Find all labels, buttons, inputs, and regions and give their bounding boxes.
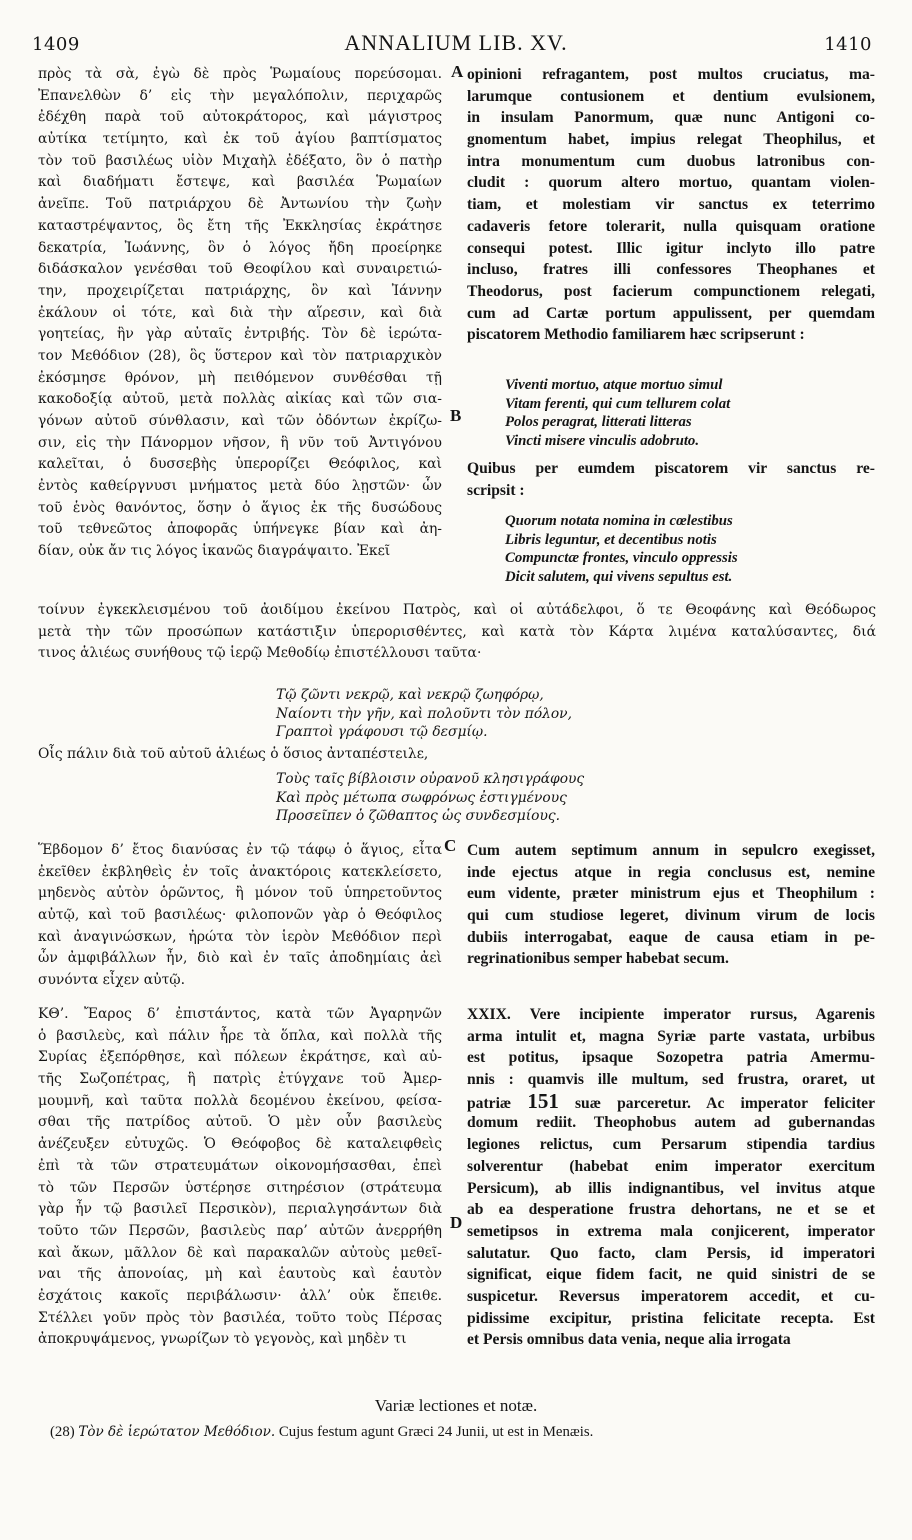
text-line: gnomentum habet, impius relegat Theophilus, et <box>467 131 875 149</box>
verse-line: Polos peragrat, litterati litteras <box>505 414 692 430</box>
footnote-number: (28) <box>50 1424 75 1440</box>
greek-column-bottom-second <box>38 1004 442 1351</box>
text-line: nnis : quamvis ille multum, sed frustra, oraret, ut <box>467 1071 875 1089</box>
text-line: intra monumentum cum duobus latronibus con- <box>467 152 875 170</box>
text-line: ἐκάλουν οἱ τότε, καὶ διὰ τὴν αἵρεσιν, καὶ διὰ <box>38 304 442 321</box>
text-line: Persicum), ab illis indignantibus, vel invitus atque <box>467 1179 875 1197</box>
text-line: Ἕβδομον δ’ ἔτος διανύσας ἐν τῷ τάφῳ ὁ ἅγιος, εἶτα <box>38 842 442 858</box>
text-line: κακοδοξίᾳ αὐτοῦ, μετὰ πολλὰς αἰκίας καὶ τῶν σια- <box>38 391 442 408</box>
text-line: cadaveris fetore tolerarit, nulla quisquam oratione <box>467 217 875 235</box>
text-line: καὶ ἀναγινώσκων, ἠρώτα τὸν ἱερὸν Μεθόδιον περὶ <box>38 928 442 945</box>
text-line: αὐτῷ, καὶ τοῦ βασιλέως· φιλοπονῶν γὰρ ὁ Θεόφιλος <box>38 907 442 924</box>
latin-column-mid <box>467 458 875 501</box>
section-marker-b: B <box>450 406 462 425</box>
text-line: qui cum studiose legeret, divinum virum de locis <box>467 907 875 925</box>
footnote-text: Cujus festum agunt Græci 24 Junii, ut est in Menæis. <box>278 1424 594 1440</box>
text-line: τοῦ τεθνεῶτος ἀποφορᾶς ὑπήνεγκε βίαν καὶ ἀη- <box>38 521 442 538</box>
text-line: ὁ βασιλεὺς, καὶ πάλιν ἦρε τὰ ὅπλα, καὶ πολλὰ τῆς <box>38 1027 442 1044</box>
text-line: Theodorus, post facierum compunctionem relegati, <box>467 282 875 300</box>
verse-line: Τοὺς ταῖς βίβλοισιν οὐρανοῦ κλησιγράφους <box>276 771 585 787</box>
text-line: γόνων αὐτοῦ σύνθλασιν, καὶ τῶν ὀδόντων ἐκρίζω- <box>38 413 442 429</box>
verse-line: Ναίοντι τὴν γῆν, καὶ πολοῦντι τὸν πόλον, <box>276 705 572 722</box>
verse-line: Viventi mortuo, atque mortuo simul <box>505 377 723 393</box>
text-line: ἐκεῖθεν ἐκβληθεὶς ἐν τοῖς ἀνακτόροις κατεκλείσετο, <box>38 863 442 880</box>
text-line: σθαι τῆς πατρίδος αὐτοῦ. Ὁ μὲν οὖν βασιλεὺς <box>38 1114 442 1131</box>
text-line: consequi potest. Illic igitur inclyto illo patre <box>467 239 875 257</box>
text-line: καταστρέψαντος, ὃς ἔτη τῆς Ἐκκλησίας ἐκράτησε <box>38 217 442 234</box>
text-line: est potitus, ipsaque Sozopetra patria Amermu- <box>467 1049 875 1067</box>
text-line: domum rediit. Theophobus autem ad gubernandas <box>467 1114 875 1132</box>
text-line: ἐπὶ τὰ τῶν στρατευμάτων οἰκονομήσασθαι, ἐπεὶ <box>38 1157 442 1174</box>
text-line: ἐκόσμησε θρόνον, μὴ πειθόμενον συνθέσθαι τῇ <box>38 369 442 386</box>
footnote-greek: Τὸν δὲ ἱερώτατον Μεθόδιον. <box>78 1424 276 1440</box>
text-line: τῆς Σωζοπέτρας, ἣ πατρὶς ἐτύγχανε τοῦ Ἀμερ- <box>38 1071 442 1088</box>
latin-column-bottom-first <box>467 840 875 970</box>
text-line: τὸν τοῦ βασιλέως υἱὸν Μιχαὴλ ἐδέξατο, ὃν ὁ πατὴρ <box>38 152 442 169</box>
text-line: piscatorem Methodio familiarem hæc scripserunt : <box>467 326 805 344</box>
text-line: ἀνεῖπε. Τοῦ πατριάρχου δὲ Ἀντωνίου τὴν ζωὴν <box>38 196 442 213</box>
text-line: Quibus per eumdem piscatorem vir sanctus re- <box>467 460 875 477</box>
text-line: ab ea desperatione frustra dehortans, ne et se et <box>467 1201 875 1219</box>
text-line: δίαν, οὐκ ἄν τις λόγος ἱκανῶς διαγράψαιτο. Ἐκεῖ <box>38 543 391 560</box>
text-line: καὶ διαδήματι ἔστεψε, καὶ βασιλέα Ῥωμαίων <box>38 174 442 191</box>
section-marker-a: A <box>451 62 464 81</box>
text-line: ΚΘ’. Ἔαρος δ’ ἐπιστάντος, κατὰ τῶν Ἀγαρηνῶν <box>38 1006 442 1022</box>
text-line: αὐτίκα τετίμητο, καὶ ἐκ τοῦ ἁγίου βαπτίσματος <box>38 131 442 148</box>
text-line: ἀνέζευξεν εὐτυχῶς. Ὁ Θεόφοβος δὲ καταλειφθεὶς <box>38 1136 442 1153</box>
text-line: semetipsos in extrema mala conjicerent, imperator <box>467 1222 875 1240</box>
text-line: τὸ τῶν Περσῶν ὑστέρησε σιτηρέσιον (στράτευμα <box>38 1179 442 1196</box>
text-line: δεκατρία, Ἰωάννης, ὃν ὁ λόγος ἤδη προείρηκε <box>38 239 442 256</box>
verse-line: Dicit salutem, qui vivens sepultus est. <box>505 568 733 585</box>
greek-column-top <box>38 64 442 563</box>
text-line: ὧν ἀμφιβάλλων ἦν, διὸ καὶ ἐν ταῖς ἀποδημίαις ἀεὶ <box>38 950 442 967</box>
text-line: larumque contusionem et dentium evulsionem, <box>467 87 875 105</box>
text-line: cludit : quorum altero mortuo, quantam violen- <box>467 174 875 192</box>
latin-verse-second <box>505 512 738 586</box>
text-line: ἀποκρυψάμενος, γνωρίζων τὸ γεγονὸς, καὶ μηδὲν τι <box>38 1331 407 1348</box>
text-line: μηδενὸς αὐτὸν ὁρῶντος, ἢ μόνον τοῦ ὑπηρετοῦντος <box>38 885 442 902</box>
text-line: patriæ 151 suæ parceretur. Ac imperator feliciter <box>467 1090 875 1113</box>
text-line: XXIX. Vere incipiente imperator rursus, Agarenis <box>467 1006 875 1023</box>
verse-line: Vincti misere vinculis adobruto. <box>505 432 700 449</box>
text-line: inde ejectus atque in regia conclusus est, nemine <box>467 863 875 881</box>
text-line: pidissime excipitur, pristina felicitate recepta. Est <box>467 1309 875 1327</box>
text-line: ἐδέχθη παρὰ τοῦ αὐτοκράτορος, καὶ μάγιστρος <box>38 109 442 126</box>
notes-heading: Variæ lectiones et notæ. <box>374 1396 538 1415</box>
text-line: γοητείας, ἣν γὰρ αὐταῖς ἐντριβής. Τὸν δὲ ἱερώτα- <box>38 326 442 343</box>
verse-line: Καὶ πρὸς μέτωπα σωφρόνως ἐστιγμένους <box>276 789 567 806</box>
verse-line: Libris leguntur, et decentibus notis <box>505 531 717 548</box>
greek-verse-first <box>276 686 572 742</box>
text-line: γὰρ ἦν τῷ βασιλεῖ Περσικὸν), περιαλγησάντων διὰ <box>38 1201 442 1218</box>
text-line: arma intulit et, magna Syriæ parte vastata, urbibus <box>467 1027 875 1045</box>
text-line: μουμνῆ, καὶ ταῦτα πολλὰ δεομένου ἐκείνου, φείσα- <box>38 1092 442 1109</box>
text-line: μετὰ τὴν τῶν προσώπων κατάστιξιν ὑπερορισθέντες, καὶ κατὰ τὸν Κάρτα λιμένα καταλύσαντες, διά <box>38 623 876 640</box>
text-line: legiones relictus, cum Persarum stipendia tardius <box>467 1136 875 1154</box>
text-line: ἐσχάτοις κακοῖς περιβάλωσιν· ἀλλ’ οὐκ ἔπειθε. <box>38 1287 442 1304</box>
text-line: tiam, et molestiam vir sanctus ex teterrimo <box>467 196 875 214</box>
text-line: σιν, εἰς τὴν Πάνορμον νῆσον, ἣ νῦν τοῦ Ἀντιγόνου <box>38 434 442 451</box>
text-line: cum ad Cartæ portum appulissent, per quemdam <box>467 304 875 322</box>
greek-mid-line <box>38 744 638 766</box>
page-number-left: 1409 <box>32 34 80 55</box>
page-number-right: 1410 <box>824 34 872 55</box>
text-line: τον Μεθόδιον (28), ὃς ὕστερον καὶ τὸν πατριαρχικὸν <box>38 347 442 364</box>
text-line: τινος ἁλιέως συνήθους τῷ ἱερῷ Μεθοδίῳ ἐπιστέλλουσι ταῦτα· <box>38 645 482 662</box>
text-line: et Persis omnibus data venia, neque alia irrogata <box>467 1331 791 1349</box>
greek-verse-second <box>276 770 584 826</box>
text-line: ναι τῆς ἀπονοίας, μὴ καὶ ἑαυτοὺς καὶ ἑαυτὸν <box>38 1266 442 1283</box>
footnote-28 <box>50 1424 593 1441</box>
verse-line: Compunctæ frontes, vinculo oppressis <box>505 550 738 566</box>
verse-line: Τῷ ζῶντι νεκρῷ, καὶ νεκρῷ ζωηφόρῳ, <box>276 687 544 703</box>
text-line: ἐντὸς καθείργνυσι μνήματος μετὰ δύο λῃστῶν· ὧν <box>38 478 442 495</box>
text-line: solverentur (habebat enim imperator exercitum <box>467 1157 875 1175</box>
text-line: Συρίας ἐξεπόρθησε, καὶ πόλεων ἐκράτησε, καὶ αὐ- <box>38 1049 442 1066</box>
column-number-inline: 151 <box>527 1090 559 1113</box>
verse-line: Γραπτοὶ γράφουσι τῷ δεσμίῳ. <box>276 724 488 740</box>
section-marker-d: D <box>450 1213 463 1232</box>
text-line: τοῦτο τῶν Περσῶν, βασιλεὺς παρ’ αὐτῶν ἀνερρήθη <box>38 1222 442 1239</box>
text-line: τοίνυν ἐγκεκλεισμένου τοῦ ἀοιδίμου ἐκείνου Πατρὸς, καὶ οἱ αὐτάδελφοι, ὅ τε Θεοφάνης καὶ Θεόδωρος <box>38 602 876 618</box>
text-line: συνόντα εἶχεν αὐτῷ. <box>38 972 186 989</box>
text-line: significat, eique fidem facit, ne quid sinistri de se <box>467 1266 875 1284</box>
text-line: πρὸς τὰ σὰ, ἐγὼ δὲ πρὸς Ῥωμαίους πορεύσομαι. <box>38 66 442 82</box>
text-line: Στέλλει γοῦν πρὸς τὸν βασιλέα, τοῦτο τοὺς Πέρσας <box>38 1309 442 1326</box>
text-line: suspicetur. Reversus imperatorem accedit, et cu- <box>467 1287 875 1305</box>
text-line: incluso, fratres illi confessores Theophanes et <box>467 261 875 279</box>
verse-line: Quorum notata nomina in cœlestibus <box>505 513 733 529</box>
text-line: dubiis interrogabat, eaque de causa etiam in pe- <box>467 928 875 946</box>
text-line: regrinationibus semper habebat secum. <box>467 950 729 968</box>
text-line: διδάσκαλον γενέσθαι τοῦ Θεοφίλου καὶ συναιρετιώ- <box>38 261 442 278</box>
verse-line: Προσεῖπεν ὁ ζῶθαπτος ὡς συνδεσμίους. <box>276 808 560 824</box>
verse-line: Vitam ferenti, qui cum tellurem colat <box>505 395 731 412</box>
text-line: Ἐπανελθὼν δ’ εἰς τὴν μεγαλόπολιν, περιχαρῶς <box>38 87 442 104</box>
text-line: καλεῖται, ὁ δυσσεβὴς ὑπερορίζει Θεόφιλος, καὶ <box>38 456 442 473</box>
latin-column-top <box>467 64 875 346</box>
latin-column-bottom-second <box>467 1004 875 1351</box>
section-marker-c: C <box>444 836 457 855</box>
text-line: καὶ ἄκων, μᾶλλον δὲ καὶ παρακαλῶν αὐτοὺς μεθεῖ- <box>38 1244 442 1261</box>
text-line: Cum autem septimum annum in sepulcro exegisset, <box>467 842 875 859</box>
running-title: ANNALIUM LIB. XV. <box>344 30 568 55</box>
text-line: opinioni refragantem, post multos cruciatus, ma- <box>467 66 875 83</box>
text-line: scripsit : <box>467 481 525 499</box>
text-line: την, προχειρίζεται πατριάρχης, ὃν καὶ Ἰάννην <box>38 282 442 299</box>
text-line: in insulam Panormum, quæ nunc Antigoni co- <box>467 109 875 127</box>
latin-verse-first <box>505 376 730 450</box>
text-line: eum vidente, præter ministrum ejus et Theophilum : <box>467 885 875 903</box>
text-line: salutatur. Quo facto, clam Persis, id imperatori <box>467 1244 875 1262</box>
greek-column-bottom-first <box>38 840 442 992</box>
greek-full-width <box>38 600 876 665</box>
text-line: τοῦ ἑνὸς θανόντος, ὅσην ὁ ἅγιος ἐκ τῆς δυσώδους <box>38 499 442 516</box>
greek-mid-text: Οἷς πάλιν διὰ τοῦ αὐτοῦ ἁλιέως ὁ ὅσιος ἀνταπέστειλε, <box>38 746 429 762</box>
